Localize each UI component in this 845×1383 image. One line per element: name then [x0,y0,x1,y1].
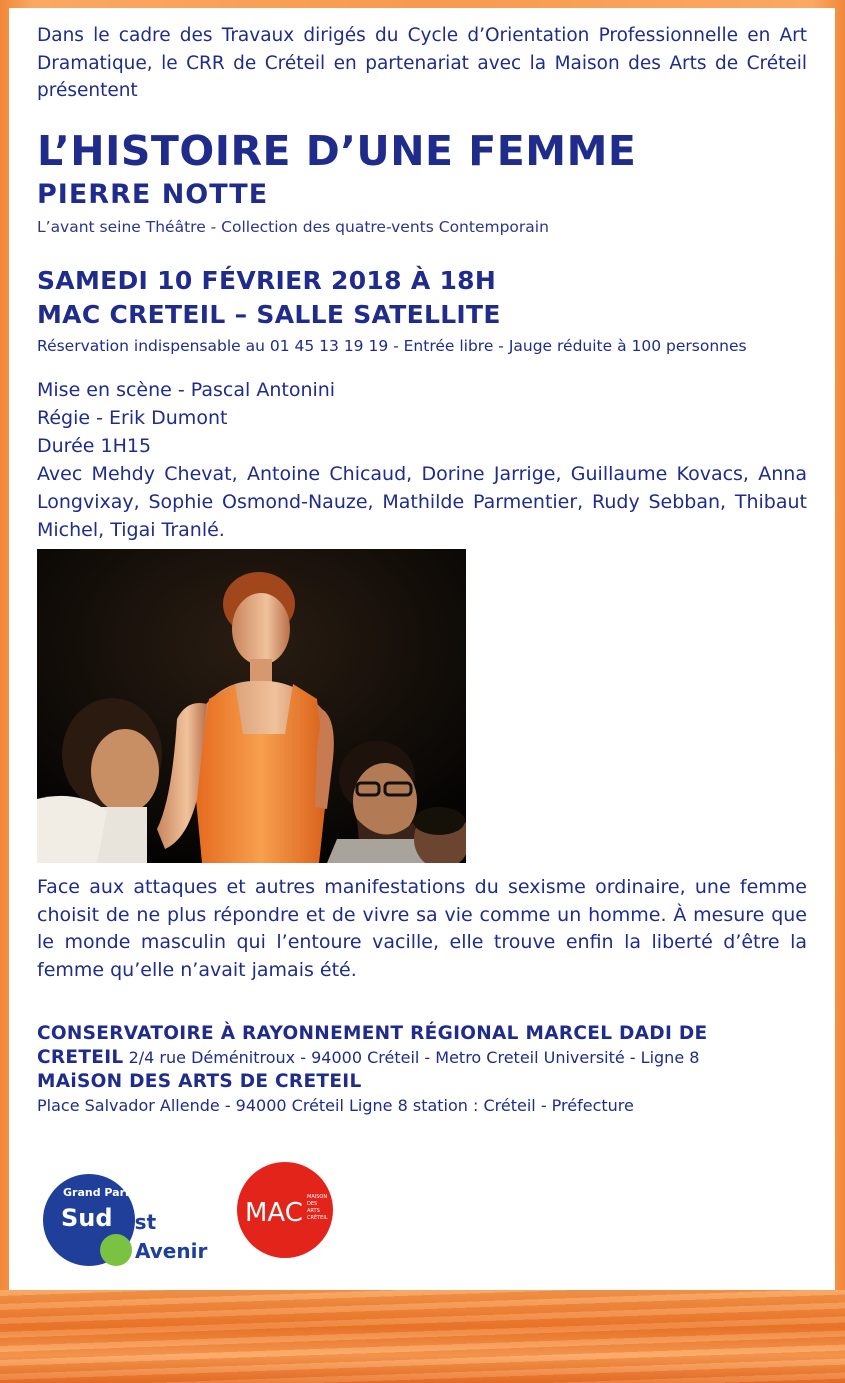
gpsea-est-text: Est [121,1210,157,1234]
direction-credit: Mise en scène - Pascal Antonini [37,379,336,401]
duration-credit: Durée 1H15 [37,435,152,457]
mac-address: Place Salvador Allende - 94000 Créteil Ligne 8 station : Créteil - Préfecture [37,1096,634,1115]
synopsis-text: Face aux attaques et autres manifestations du sexisme ordinaire, une femme choisit de ne plus répondre et de vivre sa vie comme un homme. À mesure que le monde masculin qui l’entoure vacille, elle trouve enfin la liberté d’être la femme qu’elle n’avait jamais été. [37,876,807,981]
crr-name-line2: CRETEIL [37,1047,124,1068]
event-venue: MAC CRETEIL – SALLE SATELLITE [37,300,501,329]
bottom-orange-band [0,1290,845,1383]
publisher-line: L’avant seine Théâtre - Collection des quatre-vents Contemporain [37,218,549,236]
flyer-card [9,8,835,1290]
stage-manager-credit: Régie - Erik Dumont [37,407,228,429]
play-title: L’HISTOIRE D’UNE FEMME [37,127,637,175]
mac-sub4: CRÉTEIL [307,1215,328,1221]
play-author: PIERRE NOTTE [37,179,269,210]
mac-logo [237,1162,333,1258]
gpsea-green-dot [100,1234,132,1266]
gpsea-sud-text: Sud [61,1204,113,1232]
mac-sub3: ARTS [307,1208,320,1214]
credits-block [37,376,807,544]
performance-photo [37,549,466,863]
mac-sub1: MAISON [307,1194,328,1200]
mac-name: MAiSON DES ARTS DE CRETEIL [37,1071,362,1092]
gpsea-top-text: Grand Paris [63,1186,136,1199]
crr-address: 2/4 rue Déménitroux - 94000 Créteil - Metro Creteil Université - Ligne 8 [123,1048,700,1067]
event-date: SAMEDI 10 FÉVRIER 2018 À 18H [37,266,497,295]
partner-logos [43,1148,343,1278]
gpsea-avenir-text: Avenir [135,1239,208,1263]
partner-logos-svg [43,1148,343,1278]
addresses-block [37,1022,807,1118]
mac-sub2: DES [307,1201,318,1207]
performance-photo-illustration [37,549,466,863]
reservation-line: Réservation indispensable au 01 45 13 19 19 - Entrée libre - Jauge réduite à 100 personnes [37,337,747,355]
crr-name-line1: CONSERVATOIRE À RAYONNEMENT RÉGIONAL MARCEL DADI DE [37,1023,708,1044]
cast-credit: Avec Mehdy Chevat, Antoine Chicaud, Dorine Jarrige, Guillaume Kovacs, Anna Longvixay, Sophie Osmond-Nauze, Mathilde Parmentier, Rudy Sebban, Thibaut Michel, Tigai Tranlé. [37,463,807,541]
gpsea-logo [43,1174,207,1266]
intro-text: Dans le cadre des Travaux dirigés du Cycle d’Orientation Professionnelle en Art Dramatique, le CRR de Créteil en partenariat avec la Maison des Arts de Créteil présentent [37,25,807,101]
mac-main-text: MAC [245,1198,303,1228]
